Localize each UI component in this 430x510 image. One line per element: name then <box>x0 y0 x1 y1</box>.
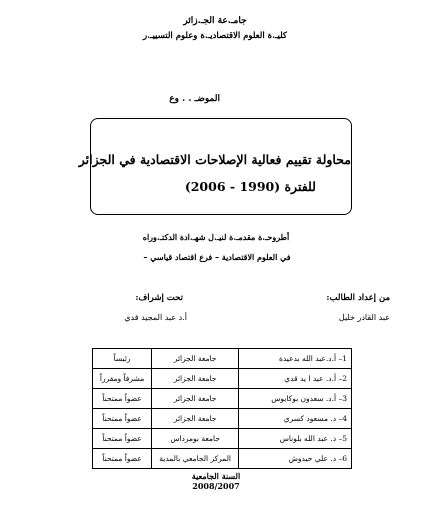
table-row <box>93 409 352 429</box>
jury-member-institution: جامعة بومرداس <box>152 429 239 449</box>
jury-member-role: عضواً ممتحناً <box>93 389 152 409</box>
faculty-name: كليـ.ة العلوم الاقتصاديـ.ة وعلوم التسييـ.ر <box>143 31 287 41</box>
subject-label: الموضـ . . وع <box>169 94 220 104</box>
jury-member-institution: المركز الجامعي بالمدية <box>152 449 239 469</box>
jury-member-role: عضواً ممتحناً <box>93 449 152 469</box>
jury-member-institution: جامعة الجزائر <box>152 409 239 429</box>
supervision-label: تحت إشراف: <box>135 293 183 303</box>
table-row <box>93 369 352 389</box>
jury-member-name: 3– أ.د. سعدون بوكابوس <box>239 389 352 409</box>
jury-member-role: عضواً ممتحناً <box>93 429 152 449</box>
table-row <box>93 449 352 469</box>
academic-year-label: السنة الجامعية <box>191 471 241 481</box>
specialization: في العلوم الاقتصادية – فرع اقتصاد قياسي – <box>143 252 291 262</box>
thesis-title-line-1: محاولة تقييم فعالية الإصلاحات الاقتصادية في الجزائر <box>78 152 351 167</box>
table-row <box>93 429 352 449</box>
student-name: عبد القادر خليل <box>338 313 390 322</box>
prepared-by-label: من إعداد الطالب: <box>326 293 390 303</box>
table-row <box>93 389 352 409</box>
title-box <box>78 118 352 215</box>
jury-member-name: 4– د. مسعود كسري <box>239 409 352 429</box>
jury-table <box>92 348 352 469</box>
jury-member-institution: جامعة الجزائر <box>152 389 239 409</box>
thesis-title-line-2: للفترة (1990 - 2006) <box>184 179 316 194</box>
jury-member-institution: جامعة الجزائر <box>152 369 239 389</box>
table-row <box>93 349 352 369</box>
academic-year-value: 2008/2007 <box>192 481 240 491</box>
jury-member-role: عضواً ممتحناً <box>93 409 152 429</box>
jury-member-name: 6– د. علي حيدوش <box>239 449 352 469</box>
jury-member-role: مشرفاً ومقرراً <box>93 369 152 389</box>
supervisor-name: أ.د عبد المجيد قدي <box>124 313 187 322</box>
jury-member-institution: جامعة الجزائر <box>152 349 239 369</box>
degree-statement: أطروحـ.ة مقدمـ.ة لنيـ.ل شهـ.ادة الدكتـ.وراه <box>142 232 290 242</box>
university-name: جامـ.عة الجـ.زائر <box>183 16 247 26</box>
jury-member-name: 2– أ.د. عبد ا يد قدي <box>239 369 352 389</box>
academic-year <box>0 471 430 491</box>
jury-member-role: رئيساً <box>93 349 152 369</box>
jury-member-name: 1– أ.د.عبد الله بدعيدة <box>239 349 352 369</box>
jury-member-name: 5– د. عبد الله بلوناس <box>239 429 352 449</box>
